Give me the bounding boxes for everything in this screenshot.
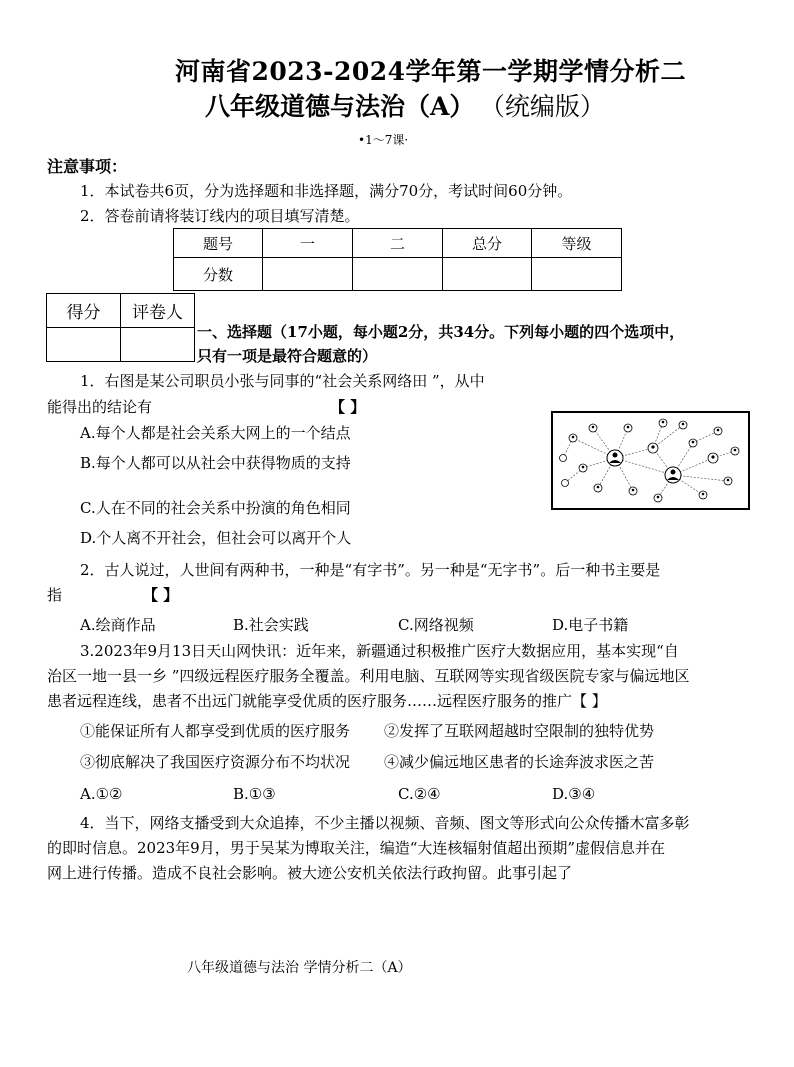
section1-heading: 一、选择题（17小题，每小题2分，共34分。下列每小题的四个选项中，	[197, 323, 685, 341]
score-cell[interactable]	[353, 258, 443, 291]
exam-edition: （统编版）	[492, 92, 605, 121]
q3-choice-1: ①能保证所有人都享受到优质的医疗服务	[80, 722, 351, 740]
score-table-header: 二	[353, 229, 443, 258]
grader-score-cell[interactable]	[47, 328, 121, 362]
grader-name-cell[interactable]	[121, 328, 195, 362]
score-table-header: 总分	[443, 229, 532, 258]
q2-answer-bracket: 【 】	[143, 586, 179, 604]
q3-option-b: B.①③	[233, 785, 276, 803]
social-network-diagram	[551, 411, 750, 510]
exam-title-line2	[205, 87, 605, 123]
q1-option-c: C.人在不同的社会关系中扮演的角色相同	[80, 499, 351, 517]
note-item-2: 2．答卷前请将装订线内的项目填写清楚。	[80, 207, 360, 225]
q3-stem-cont2: 患者远程连线，患者不出远门就能享受优质的医疗服务……远程医疗服务的推广【 】	[47, 692, 607, 710]
q3-stem: 3.2023年9月13日天山网快讯：近年来，新疆通过积极推广医疗大数据应用，基本实现“自	[80, 642, 679, 660]
q2-option-a: A.绘商作品	[80, 616, 156, 634]
q3-choice-4: ④减少偏远地区患者的长途奔波求医之苦	[384, 753, 655, 771]
q2-stem-text: 指	[47, 586, 63, 604]
network-graph	[553, 413, 748, 508]
q3-option-d: D.③④	[552, 785, 596, 803]
q1-answer-bracket: 【 】	[330, 398, 366, 416]
page-footer: 八年级道德与法治 学情分析二（A）	[187, 960, 412, 976]
q3-stem-cont: 治区一地一县一乡 ”四级远程医疗服务全覆盖。利用电脑、互联网等实现省级医院专家与偏远地区	[47, 667, 690, 685]
q3-option-c: C.②④	[398, 785, 441, 803]
score-cell[interactable]	[443, 258, 532, 291]
score-table-header: 题号	[174, 229, 263, 258]
section1-heading-cont: 只有一项是最符合题意的）	[197, 347, 378, 365]
notes-heading: 注意事项：	[47, 157, 128, 176]
q3-choice-2: ②发挥了互联网超越时空限制的独特优势	[384, 722, 655, 740]
q1-option-a: A.每个人都是社会关系大网上的一个结点	[80, 424, 351, 442]
grader-score-label: 得分	[47, 294, 121, 328]
q1-stem-text: 能得出的结论有	[47, 398, 153, 416]
score-cell[interactable]	[263, 258, 353, 291]
exam-title-line1: 河南省2023-2024学年第一学期学情分析二	[175, 57, 687, 86]
score-table-header: 等级	[532, 229, 622, 258]
q4-stem-cont: 的即时信息。2023年9月，男于吴某为博取关注，编造“大连核辐射值超出预期”虚假信息并在	[47, 839, 666, 857]
score-cell[interactable]	[532, 258, 622, 291]
q3-choice-3: ③彻底解决了我国医疗资源分布不均状况	[80, 753, 351, 771]
grader-box	[46, 293, 195, 362]
exam-subject: 八年级道德与法治（A）	[205, 92, 475, 121]
q2-option-b: B.社会实践	[233, 616, 309, 634]
q2-stem: 2．古人说过，人世间有两种书，一种是“有字书”。另一种是“无字书”。后一种书主要是	[80, 561, 661, 579]
note-item-1: 1．本试卷共6页，分为选择题和非选择题，满分70分，考试时间60分钟。	[80, 182, 573, 200]
score-table	[173, 228, 622, 291]
q2-option-d: D.电子书籍	[552, 616, 629, 634]
q1-stem-cont	[47, 396, 366, 418]
q2-stem-cont	[47, 584, 179, 606]
score-table-header: 一	[263, 229, 353, 258]
grader-name-label: 评卷人	[121, 294, 195, 328]
q1-stem: 1．右图是某公司职员小张与同事的“社会关系网络田 ”，从中	[80, 372, 485, 390]
q3-option-a: A.①②	[80, 785, 123, 803]
lesson-range: •1～7课·	[358, 133, 409, 147]
q1-option-d: D.个人离不开社会，但社会可以离开个人	[80, 529, 352, 547]
q2-option-c: C.网络视频	[398, 616, 474, 634]
q4-stem-cont2: 网上进行传播。造成不良社会影响。被大迹公安机关依法行政拘留。此事引起了	[47, 864, 573, 882]
q4-stem: 4．当下，网络支播受到大众追捧，不少主播以视频、音频、图文等形式向公众传播木富多彰	[80, 814, 690, 832]
score-row-label: 分数	[174, 258, 263, 291]
q1-option-b: B.每个人都可以从社会中获得物质的支持	[80, 454, 351, 472]
